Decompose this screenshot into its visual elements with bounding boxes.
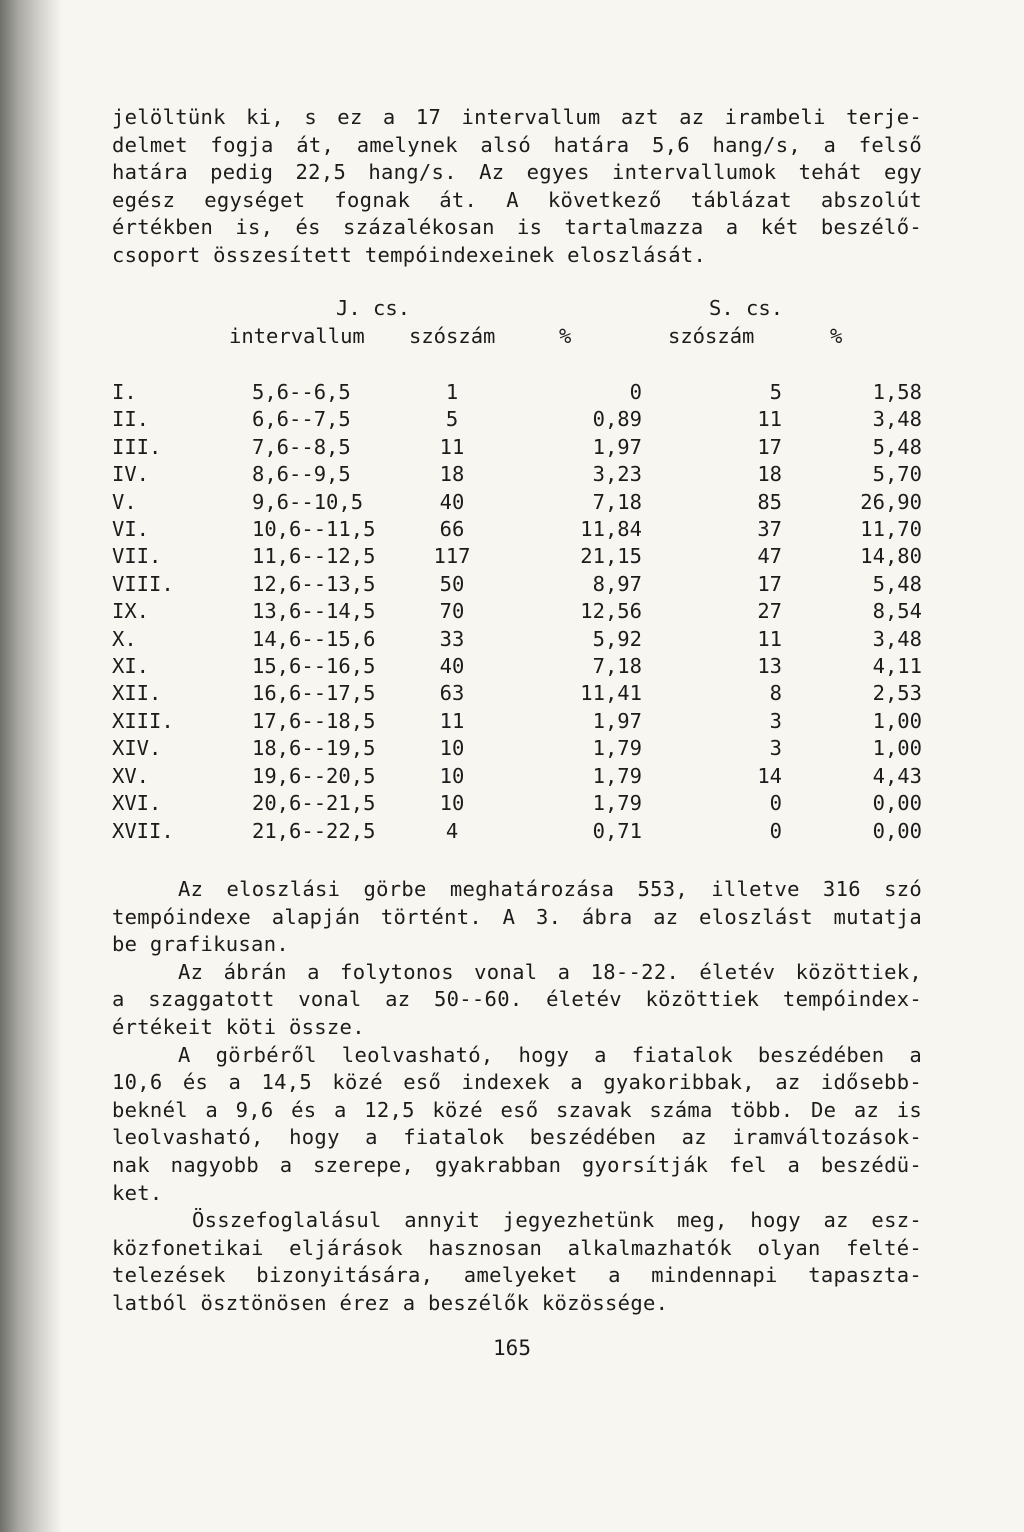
count-j-cell: 11 bbox=[439, 434, 465, 459]
interval-cell: 21,6--22,5 bbox=[252, 818, 376, 843]
pct-j-cell: 1,79 bbox=[592, 763, 642, 788]
interval-cell: 19,6--20,5 bbox=[252, 763, 376, 788]
page-number: 165 bbox=[493, 1336, 531, 1360]
row-number: V. bbox=[112, 489, 137, 514]
table-row bbox=[112, 434, 922, 461]
pct-s-cell: 1,00 bbox=[872, 736, 922, 761]
text-line: leolvasható, hogy a fiatalok beszédében az iramváltozások- bbox=[112, 1125, 922, 1150]
text-line: jelöltünk ki, s ez a 17 intervallum azt az irambeli terje- bbox=[112, 105, 922, 129]
text-line: beknél a 9,6 és a 12,5 közé eső szavak száma több. De az is bbox=[112, 1097, 922, 1122]
pct-s-cell: 5,70 bbox=[872, 462, 922, 487]
table-row bbox=[112, 516, 922, 543]
count-s-cell: 3 bbox=[769, 736, 782, 761]
column-header-pct-j: % bbox=[559, 323, 572, 348]
pct-s-cell: 26,90 bbox=[860, 489, 922, 514]
interval-cell: 5,6--6,5 bbox=[252, 380, 351, 404]
column-header-pct-s: % bbox=[830, 323, 843, 348]
interval-cell: 20,6--21,5 bbox=[252, 791, 376, 816]
text-line: be grafikusan. bbox=[112, 932, 289, 957]
count-s-cell: 17 bbox=[757, 571, 782, 596]
interval-cell: 8,6--9,5 bbox=[252, 462, 351, 487]
count-s-cell: 17 bbox=[757, 434, 782, 459]
pct-j-cell: 11,41 bbox=[580, 681, 642, 706]
row-number: IX. bbox=[112, 599, 150, 624]
table-row bbox=[112, 598, 922, 625]
row-number: XVII. bbox=[112, 818, 174, 843]
row-number: X. bbox=[112, 626, 137, 651]
pct-j-cell: 12,56 bbox=[580, 599, 642, 624]
text-line: 10,6 és a 14,5 közé eső indexek a gyakoribbak, az idősebb- bbox=[112, 1070, 922, 1095]
pct-s-cell: 3,48 bbox=[872, 407, 922, 432]
table-row bbox=[112, 489, 922, 516]
row-number: VII. bbox=[112, 544, 162, 569]
pct-s-cell: 14,80 bbox=[860, 544, 922, 569]
table-row bbox=[112, 571, 922, 598]
text-line: latból ösztönösen érez a beszélők közössége. bbox=[112, 1290, 669, 1315]
count-s-cell: 85 bbox=[757, 489, 782, 514]
pct-j-cell: 0,71 bbox=[592, 818, 642, 843]
text-line: tempóindexe alapján történt. A 3. ábra az eloszlást mutatja bbox=[112, 904, 922, 929]
text-line: nak nagyobb a szerepe, gyakrabban gyorsítják fel a beszédü- bbox=[112, 1152, 922, 1177]
table-body bbox=[112, 379, 922, 845]
text-line: közfonetikai eljárások hasznosan alkalmazhatók olyan felté- bbox=[112, 1235, 922, 1260]
interval-cell: 9,6--10,5 bbox=[252, 489, 364, 514]
pct-j-cell: 0 bbox=[629, 380, 642, 404]
interval-cell: 11,6--12,5 bbox=[252, 544, 376, 569]
pct-s-cell: 4,43 bbox=[872, 763, 922, 788]
table-row bbox=[112, 708, 922, 735]
count-j-cell: 63 bbox=[439, 681, 465, 706]
pct-j-cell: 1,97 bbox=[592, 708, 642, 733]
intro-paragraph bbox=[112, 104, 922, 270]
pct-s-cell: 0,00 bbox=[872, 818, 922, 843]
text-line: a szaggatott vonal az 50--60. életév közöttiek tempóindex- bbox=[112, 987, 922, 1012]
count-s-cell: 37 bbox=[757, 517, 782, 542]
pct-s-cell: 5,48 bbox=[872, 434, 922, 459]
table-row bbox=[112, 735, 922, 762]
text-line: egész egységet fognak át. A következő táblázat abszolút bbox=[112, 187, 922, 212]
interval-cell: 13,6--14,5 bbox=[252, 599, 376, 624]
pct-j-cell: 7,18 bbox=[592, 489, 642, 514]
column-header-count-s: szószám bbox=[668, 323, 755, 348]
table-row bbox=[112, 626, 922, 653]
pct-j-cell: 21,15 bbox=[580, 544, 642, 569]
table-header bbox=[112, 292, 922, 358]
count-s-cell: 11 bbox=[757, 626, 782, 651]
interval-cell: 12,6--13,5 bbox=[252, 571, 376, 596]
text-line: Összefoglalásul annyit jegyezhetünk meg, hogy az esz- bbox=[192, 1208, 922, 1233]
count-j-cell: 66 bbox=[439, 517, 465, 542]
count-j-cell: 70 bbox=[439, 599, 465, 624]
count-s-cell: 13 bbox=[757, 654, 782, 679]
pct-j-cell: 8,97 bbox=[592, 571, 642, 596]
count-s-cell: 0 bbox=[769, 791, 782, 816]
group-label-s: S. cs. bbox=[709, 295, 784, 320]
pct-s-cell: 1,58 bbox=[872, 380, 922, 404]
pct-j-cell: 1,79 bbox=[592, 736, 642, 761]
table-row bbox=[112, 379, 922, 406]
paragraph-2 bbox=[112, 876, 922, 959]
group-label-j: J. cs. bbox=[336, 295, 411, 320]
column-header-count-j: szószám bbox=[409, 323, 496, 348]
row-number: III. bbox=[112, 434, 162, 459]
page-body bbox=[112, 104, 922, 358]
row-number: XVI. bbox=[112, 791, 162, 816]
interval-cell: 10,6--11,5 bbox=[252, 517, 376, 542]
count-s-cell: 8 bbox=[769, 681, 782, 706]
count-j-cell: 33 bbox=[439, 626, 465, 651]
row-number: XII. bbox=[112, 681, 162, 706]
table-row bbox=[112, 653, 922, 680]
text-line: értékeit köti össze. bbox=[112, 1014, 365, 1039]
pct-j-cell: 0,89 bbox=[592, 407, 642, 432]
count-j-cell: 40 bbox=[439, 654, 465, 679]
pct-j-cell: 11,84 bbox=[580, 517, 642, 542]
row-number: XV. bbox=[112, 763, 150, 788]
lower-text bbox=[112, 876, 922, 1318]
interval-cell: 7,6--8,5 bbox=[252, 434, 351, 459]
count-j-cell: 4 bbox=[445, 818, 459, 843]
count-j-cell: 18 bbox=[439, 462, 465, 487]
count-s-cell: 18 bbox=[757, 462, 782, 487]
count-j-cell: 5 bbox=[445, 407, 459, 432]
page-binding-shadow bbox=[0, 0, 62, 1532]
count-j-cell: 10 bbox=[439, 791, 465, 816]
count-j-cell: 1 bbox=[445, 380, 459, 404]
pct-s-cell: 4,11 bbox=[872, 654, 922, 679]
interval-cell: 18,6--19,5 bbox=[252, 736, 376, 761]
pct-j-cell: 1,97 bbox=[592, 434, 642, 459]
pct-s-cell: 8,54 bbox=[872, 599, 922, 624]
count-s-cell: 47 bbox=[757, 544, 782, 569]
count-j-cell: 11 bbox=[439, 708, 465, 733]
pct-j-cell: 7,18 bbox=[592, 654, 642, 679]
row-number: XI. bbox=[112, 654, 150, 679]
row-number: XIV. bbox=[112, 736, 162, 761]
text-line: delmet fogja át, amelynek alsó határa 5,6 hang/s, a felső bbox=[112, 132, 922, 157]
count-s-cell: 14 bbox=[757, 763, 782, 788]
row-number: II. bbox=[112, 407, 150, 432]
count-j-cell: 50 bbox=[439, 571, 465, 596]
interval-cell: 15,6--16,5 bbox=[252, 654, 376, 679]
count-s-cell: 3 bbox=[769, 708, 782, 733]
table-row bbox=[112, 406, 922, 433]
pct-s-cell: 11,70 bbox=[860, 517, 922, 542]
text-line: Az eloszlási görbe meghatározása 553, illetve 316 szó bbox=[178, 877, 922, 901]
table-row bbox=[112, 763, 922, 790]
count-s-cell: 11 bbox=[757, 407, 782, 432]
pct-j-cell: 1,79 bbox=[592, 791, 642, 816]
pct-j-cell: 5,92 bbox=[592, 626, 642, 651]
interval-cell: 16,6--17,5 bbox=[252, 681, 376, 706]
count-s-cell: 0 bbox=[769, 818, 782, 843]
pct-s-cell: 3,48 bbox=[872, 626, 922, 651]
text-line: csoport összesített tempóindexeinek eloszlását. bbox=[112, 242, 707, 267]
paragraph-4 bbox=[112, 1042, 922, 1208]
text-line: értékben is, és százalékosan is tartalmazza a két beszélő- bbox=[112, 215, 922, 240]
table-row bbox=[112, 543, 922, 570]
row-number: VIII. bbox=[112, 571, 174, 596]
interval-cell: 6,6--7,5 bbox=[252, 407, 351, 432]
table-row bbox=[112, 680, 922, 707]
count-j-cell: 10 bbox=[439, 763, 465, 788]
pct-s-cell: 0,00 bbox=[872, 791, 922, 816]
pct-s-cell: 2,53 bbox=[872, 681, 922, 706]
row-number: IV. bbox=[112, 462, 150, 487]
interval-cell: 14,6--15,6 bbox=[252, 626, 376, 651]
table-row bbox=[112, 818, 922, 845]
count-s-cell: 5 bbox=[769, 380, 782, 404]
text-line: ket. bbox=[112, 1180, 163, 1205]
column-header-interval: intervallum bbox=[229, 323, 365, 348]
pct-s-cell: 5,48 bbox=[872, 571, 922, 596]
count-j-cell: 117 bbox=[433, 544, 471, 569]
text-line: A görbéről leolvasható, hogy a fiatalok beszédében a bbox=[178, 1042, 922, 1067]
row-number: VI. bbox=[112, 517, 150, 542]
count-s-cell: 27 bbox=[757, 599, 782, 624]
table-row bbox=[112, 790, 922, 817]
pct-j-cell: 3,23 bbox=[592, 462, 642, 487]
count-j-cell: 10 bbox=[439, 736, 465, 761]
count-j-cell: 40 bbox=[439, 489, 465, 514]
row-number: XIII. bbox=[112, 708, 174, 733]
text-line: telezések bizonyitására, amelyeket a mindennapi tapaszta- bbox=[112, 1263, 922, 1288]
table-row bbox=[112, 461, 922, 488]
pct-s-cell: 1,00 bbox=[872, 708, 922, 733]
text-line: határa pedig 22,5 hang/s. Az egyes intervallumok tehát egy bbox=[112, 160, 922, 185]
distribution-table bbox=[112, 379, 922, 845]
interval-cell: 17,6--18,5 bbox=[252, 708, 376, 733]
text-line: Az ábrán a folytonos vonal a 18--22. életév közöttiek, bbox=[178, 959, 922, 984]
paragraph-5 bbox=[112, 1207, 922, 1317]
paragraph-3 bbox=[112, 959, 922, 1042]
row-number: I. bbox=[112, 380, 137, 404]
